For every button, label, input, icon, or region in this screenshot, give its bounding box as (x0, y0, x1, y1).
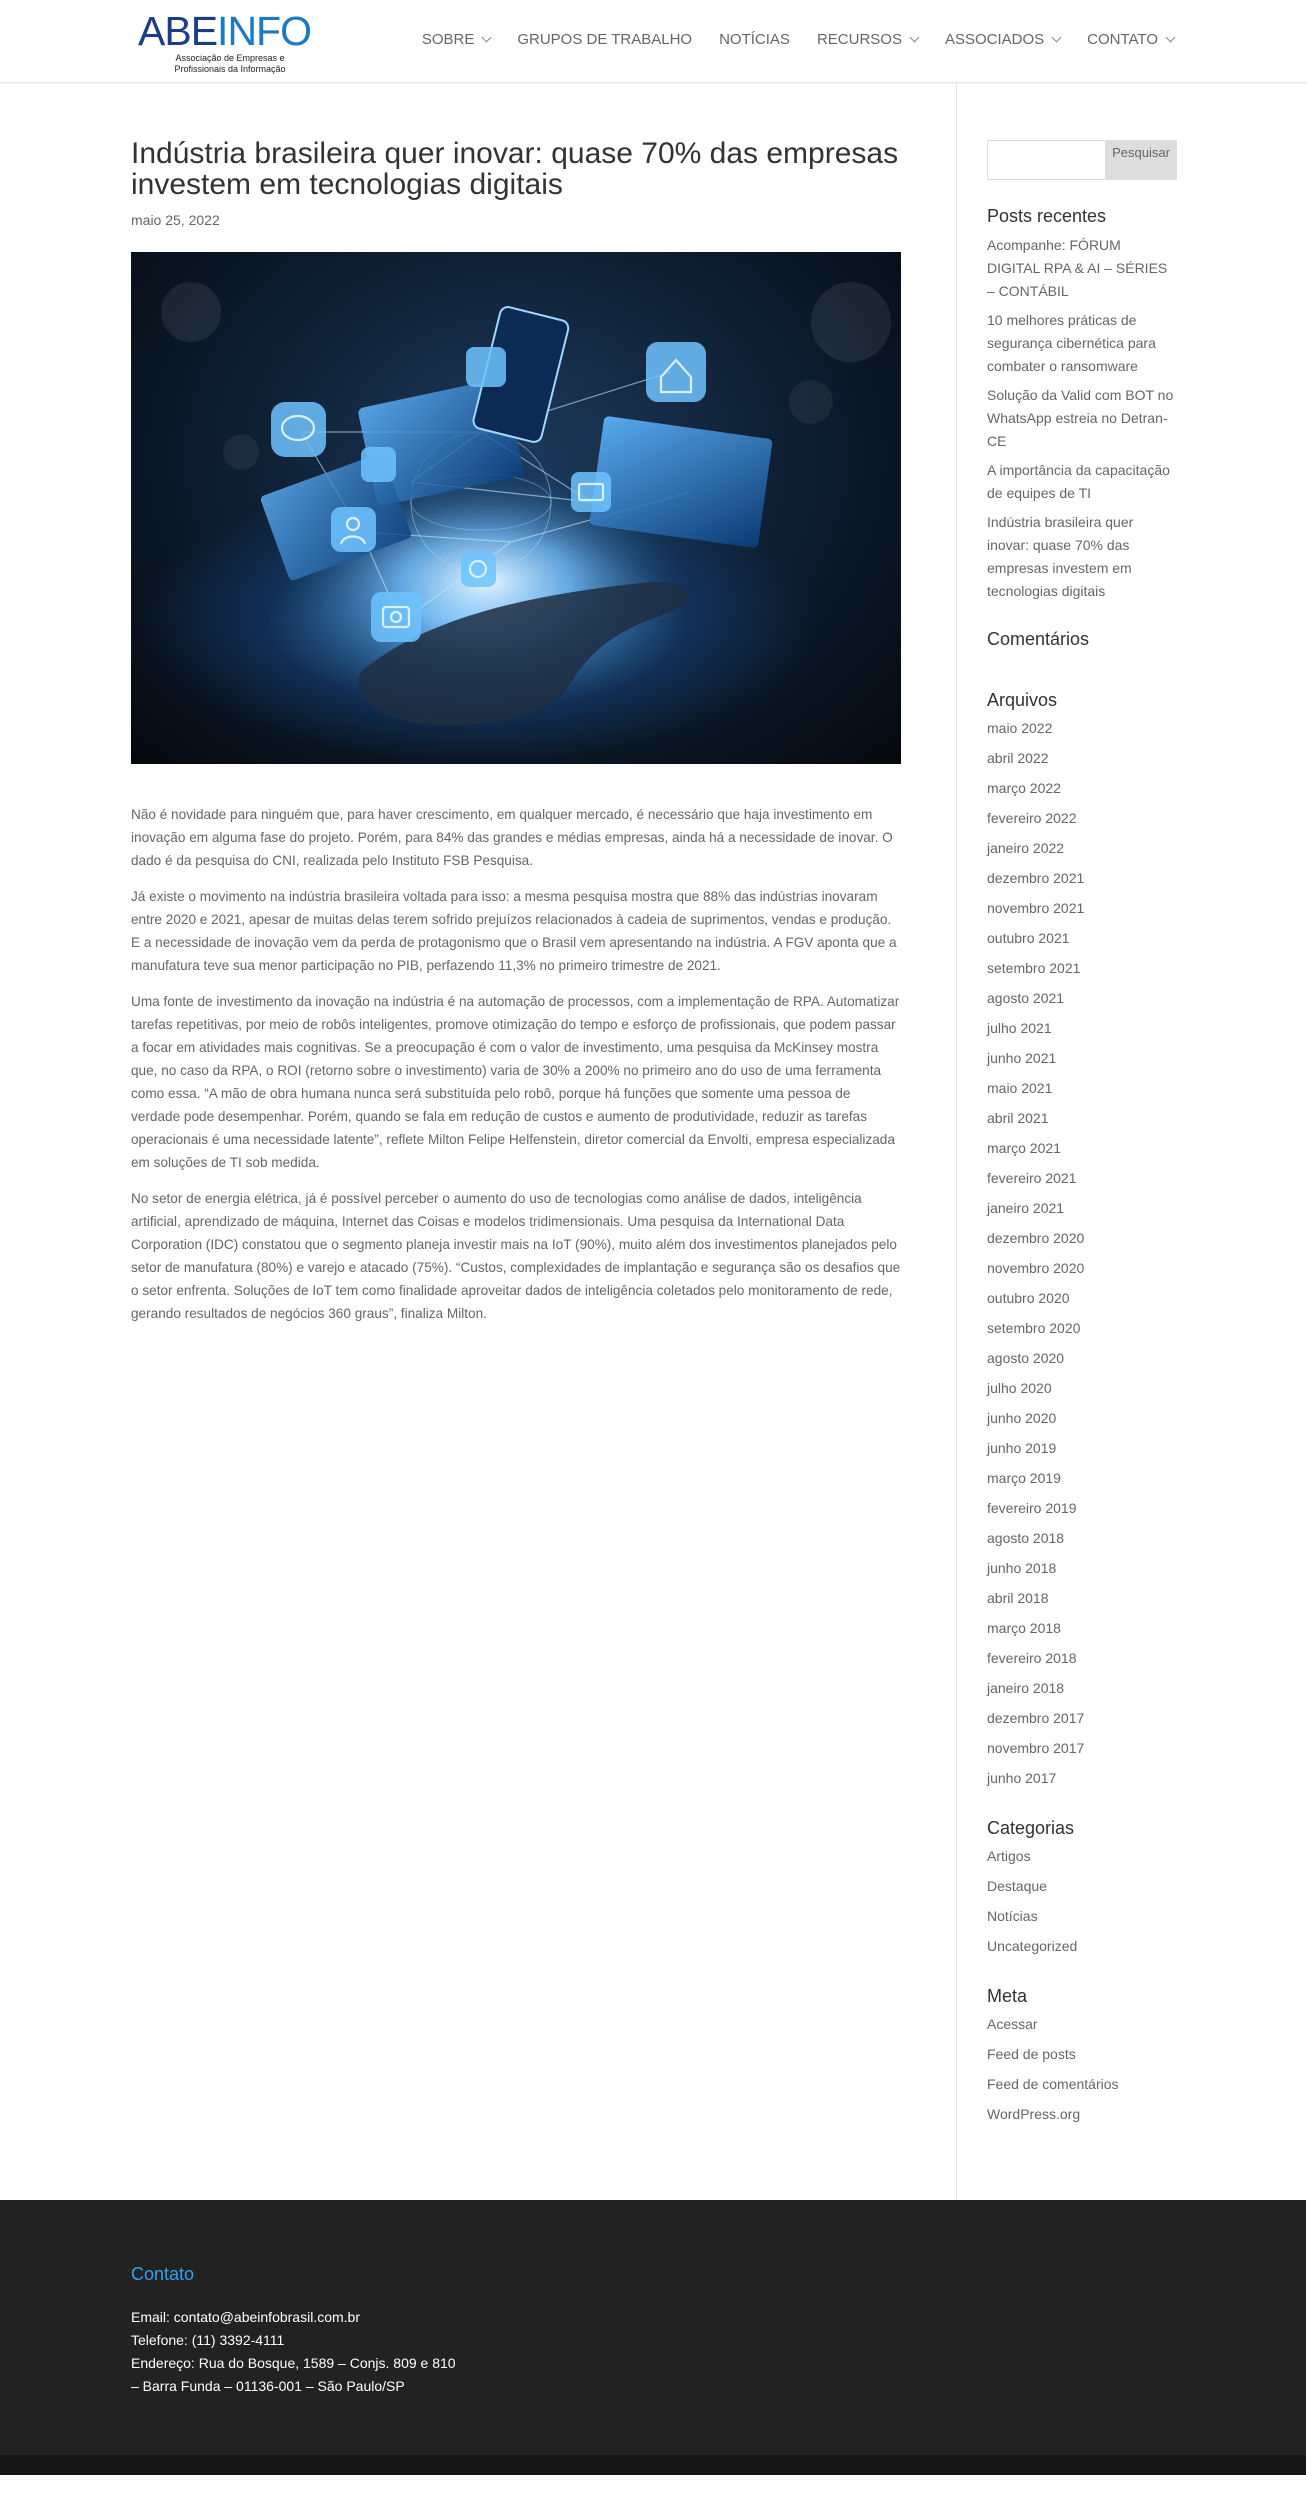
archive-link[interactable]: outubro 2021 (987, 930, 1070, 946)
archive-link[interactable]: fevereiro 2022 (987, 810, 1077, 826)
search-input[interactable] (987, 140, 1105, 180)
archive-link[interactable]: junho 2020 (987, 1410, 1057, 1426)
search-button[interactable]: Pesquisar (1105, 140, 1177, 180)
archive-link[interactable]: junho 2017 (987, 1770, 1057, 1786)
category-link[interactable]: Artigos (987, 1848, 1031, 1864)
archive-link[interactable]: dezembro 2017 (987, 1710, 1085, 1726)
recent-posts-list (987, 234, 1177, 603)
archive-link[interactable]: março 2022 (987, 780, 1061, 796)
archive-link[interactable]: abril 2021 (987, 1110, 1049, 1126)
comments-title: Comentários (987, 629, 1090, 649)
post-paragraph: Não é novidade para ninguém que, para haver crescimento, em qualquer mercado, é necessário que haja investimento em inovação em alguma fase do projeto. Porém, para 84% das grandes e médias empresas, ainda há a necessidade de inovar. O dado é da pesquisa do CNI, realizada pelo Instituto FSB Pesquisa. (131, 807, 893, 868)
post-paragraph: No setor de energia elétrica, já é possível perceber o aumento do uso de tecnologias como análise de dados, inteligência artificial, aprendizado de máquina, Internet das Coisas e modelos tridimensionais. Uma pesquisa da International Data Corporation (IDC) constatou que o segmento planeja investir mais na IoT (90%), muito além dos investimentos planejados pelo setor de manufatura (80%) e varejo e atacado (75%). “Custos, complexidades de implantação e segurança são os desafios que o setor enfrenta. Soluções de IoT tem como finalidade aproveitar dados de inteligência coletados pelo monitoramento de rede, gerando resultados de negócios 360 graus”, finaliza Milton. (131, 1191, 901, 1321)
archive-link[interactable]: janeiro 2022 (987, 840, 1065, 856)
sidebar (987, 140, 1177, 2134)
archives-widget (987, 690, 1177, 1788)
archives-list (987, 718, 1177, 1788)
footer-contact-info (131, 2306, 461, 2398)
archive-link[interactable]: janeiro 2021 (987, 1200, 1065, 1216)
archive-link[interactable]: fevereiro 2019 (987, 1500, 1077, 1516)
archive-link[interactable]: junho 2021 (987, 1050, 1057, 1066)
post-body (131, 803, 901, 1325)
categories-title: Categorias (987, 1818, 1075, 1838)
logo-subtitle: Associação de Empresas e Profissionais da Informação (174, 53, 286, 74)
archive-link[interactable]: abril 2022 (987, 750, 1049, 766)
site-footer (0, 2200, 1306, 2455)
archive-link[interactable]: dezembro 2021 (987, 870, 1085, 886)
logo-wordmark: ABEINFO (138, 8, 311, 54)
chevron-down-icon (1166, 33, 1176, 43)
digital-network-illustration (131, 252, 901, 764)
nav-item-contato[interactable]: CONTATO (1087, 31, 1174, 48)
archive-link[interactable]: junho 2019 (987, 1440, 1057, 1456)
archive-link[interactable]: fevereiro 2018 (987, 1650, 1077, 1666)
chevron-down-icon (1052, 33, 1062, 43)
nav-item-associados[interactable]: ASSOCIADOS (945, 31, 1060, 48)
search-form (987, 140, 1177, 180)
archive-link[interactable]: dezembro 2020 (987, 1230, 1085, 1246)
main-nav (395, 31, 1174, 48)
category-link[interactable]: Uncategorized (987, 1938, 1078, 1954)
archive-link[interactable]: julho 2021 (987, 1020, 1052, 1036)
nav-item-recursos[interactable]: RECURSOS (817, 31, 918, 48)
recent-posts-widget (987, 206, 1177, 603)
recent-post-link[interactable]: Solução da Valid com BOT no WhatsApp estreia no Detran-CE (987, 387, 1174, 449)
archive-link[interactable]: outubro 2020 (987, 1290, 1070, 1306)
meta-widget (987, 1986, 1177, 2124)
categories-list (987, 1846, 1177, 1956)
recent-post-link[interactable]: 10 melhores práticas de segurança cibernética para combater o ransomware (987, 312, 1156, 374)
archive-link[interactable]: março 2018 (987, 1620, 1061, 1636)
recent-post-link[interactable]: Acompanhe: FÓRUM DIGITAL RPA & AI – SÉRIES – CONTÁBIL (987, 237, 1168, 299)
chevron-down-icon (910, 33, 920, 43)
chevron-down-icon (482, 33, 492, 43)
archive-link[interactable]: abril 2018 (987, 1590, 1049, 1606)
meta-link-wordpress[interactable]: WordPress.org (987, 2106, 1081, 2122)
post-date: maio 25, 2022 (131, 212, 220, 228)
archive-link[interactable]: setembro 2021 (987, 960, 1081, 976)
meta-title: Meta (987, 1986, 1028, 2006)
archive-link[interactable]: junho 2018 (987, 1560, 1057, 1576)
categories-widget (987, 1818, 1177, 1956)
post-paragraph: Uma fonte de investimento da inovação na indústria é na automação de processos, com a implementação de RPA. Automatizar tarefas repetitivas, por meio de robôs inteligentes, promove otimização do tempo e esforço de profissionais, que podem passar a focar em atividades mais cognitivas. Se a preocupação é com o valor de investimento, uma pesquisa da McKinsey mostra que, no caso da RPA, o ROI (retorno sobre o investimento) varia de 30% a 200% no primeiro ano do uso de uma ferramenta como essa. “A mão de obra humana nunca será substituída pelo robô, porque há funções que somente uma pessoa de verdade pode desempenhar. Porém, quando se fala em redução de custos e aumento de produtividade, reduzir as tarefas operacionais é uma necessidade latente”, reflete Milton Felipe Helfenstein, diretor comercial da Envolti, empresa especializada em soluções de TI sob medida. (131, 994, 900, 1170)
comments-widget (987, 629, 1177, 650)
featured-image (131, 252, 901, 764)
nav-item-sobre[interactable]: SOBRE (422, 31, 491, 48)
footer-address: Endereço: Rua do Bosque, 1589 – Conjs. 809 e 810 – Barra Funda – 01136-001 – São Paulo/SP (131, 2355, 456, 2394)
footer-bottom-bar (0, 2455, 1306, 2475)
post-article (131, 138, 901, 1338)
recent-posts-title: Posts recentes (987, 206, 1107, 226)
recent-post-link[interactable]: Indústria brasileira quer inovar: quase 70% das empresas investem em tecnologias digitais (987, 514, 1134, 599)
archive-link[interactable]: maio 2022 (987, 720, 1053, 736)
archives-title: Arquivos (987, 690, 1058, 710)
footer-contact-title: Contato (131, 2264, 195, 2284)
archive-link[interactable]: maio 2021 (987, 1080, 1053, 1096)
sidebar-divider (956, 83, 957, 2200)
site-header (0, 0, 1306, 83)
archive-link[interactable]: fevereiro 2021 (987, 1170, 1077, 1186)
nav-item-grupos-de-trabalho[interactable]: GRUPOS DE TRABALHO (517, 31, 693, 48)
post-title: Indústria brasileira quer inovar: quase 70% das empresas investem em tecnologias digitais (131, 137, 899, 201)
meta-link-login[interactable]: Acessar (987, 2016, 1038, 2032)
site-logo[interactable] (138, 8, 311, 78)
post-paragraph: Já existe o movimento na indústria brasileira voltada para isso: a mesma pesquisa mostra que 88% das indústrias inovaram entre 2020 e 2021, apesar de muitas delas terem sofrido prejuízos relacionados à cadeia de suprimentos, vendas e produção. E a necessidade de inovação vem da perda de protagonismo que o Brasil vem apresentando na indústria. A FGV aponta que a manufatura teve sua menor participação no PIB, perfazendo 11,3% no primeiro trimestre de 2021. (131, 889, 897, 973)
archive-link[interactable]: agosto 2021 (987, 990, 1065, 1006)
archive-link[interactable]: julho 2020 (987, 1380, 1052, 1396)
archive-link[interactable]: novembro 2017 (987, 1740, 1085, 1756)
archive-link[interactable]: janeiro 2018 (987, 1680, 1065, 1696)
footer-phone: Telefone: (11) 3392-4111 (131, 2332, 285, 2348)
recent-post-link[interactable]: A importância da capacitação de equipes de TI (987, 462, 1170, 501)
archive-link[interactable]: novembro 2021 (987, 900, 1085, 916)
category-link[interactable]: Destaque (987, 1878, 1047, 1894)
category-link[interactable]: Notícias (987, 1908, 1038, 1924)
archive-link[interactable]: março 2019 (987, 1470, 1061, 1486)
archive-link[interactable]: setembro 2020 (987, 1320, 1081, 1336)
meta-link-comments-feed[interactable]: Feed de comentários (987, 2076, 1119, 2092)
meta-link-posts-feed[interactable]: Feed de posts (987, 2046, 1076, 2062)
footer-email: Email: contato@abeinfobrasil.com.br (131, 2309, 360, 2325)
archive-link[interactable]: agosto 2018 (987, 1530, 1065, 1546)
archive-link[interactable]: agosto 2020 (987, 1350, 1065, 1366)
meta-list (987, 2014, 1177, 2124)
archive-link[interactable]: março 2021 (987, 1140, 1061, 1156)
nav-item-noticias[interactable]: NOTÍCIAS (719, 31, 790, 48)
archive-link[interactable]: novembro 2020 (987, 1260, 1085, 1276)
